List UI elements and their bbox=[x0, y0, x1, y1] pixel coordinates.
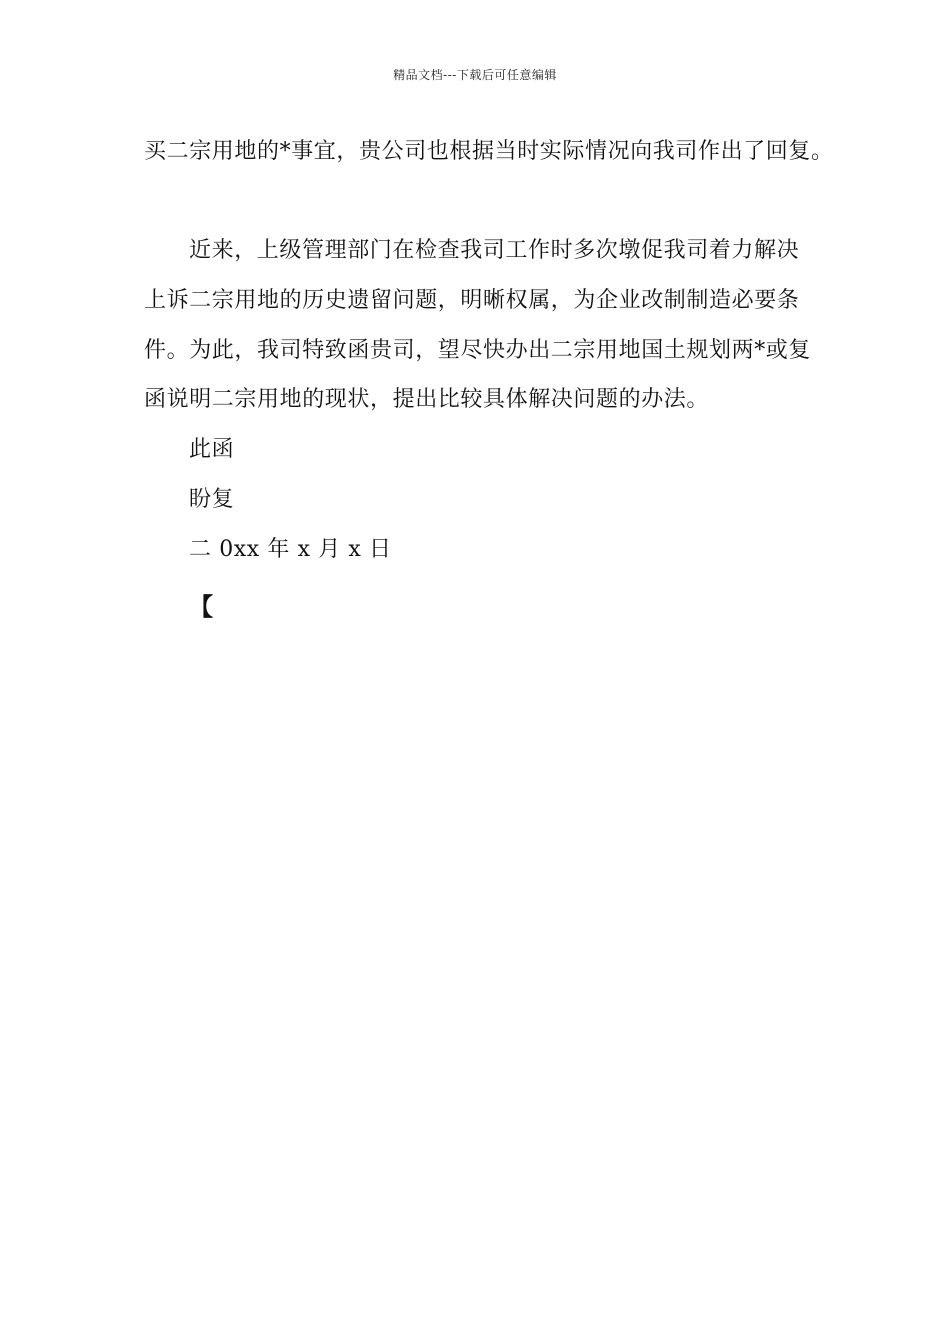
closing-this-letter: 此函 bbox=[189, 437, 235, 462]
paragraph-2-line-2: 上诉二宗用地的历史遗留问题，明晰权属，为企业改制制造必要条 bbox=[144, 288, 800, 313]
closing-await-reply: 盼复 bbox=[189, 487, 235, 512]
paragraph-2-line-4: 函说明二宗用地的现状，提出比较具体解决问题的办法。 bbox=[144, 387, 710, 412]
paragraph-1-line-1: 买二宗用地的*事宜，贵公司也根据当时实际情况向我司作出了回复。 bbox=[144, 139, 834, 164]
bracket-mark: 【 bbox=[189, 593, 213, 621]
paragraph-2-line-3: 件。为此，我司特致函贵司，望尽快办出二宗用地国土规划两*或复 bbox=[144, 338, 812, 363]
letter-date: 二 0xx 年 x 月 x 日 bbox=[189, 537, 392, 562]
paragraph-2-line-1: 近来，上级管理部门在检查我司工作时多次墩促我司着力解决 bbox=[189, 238, 800, 263]
page-header: 精品文档---下载后可任意编辑 bbox=[393, 68, 557, 82]
